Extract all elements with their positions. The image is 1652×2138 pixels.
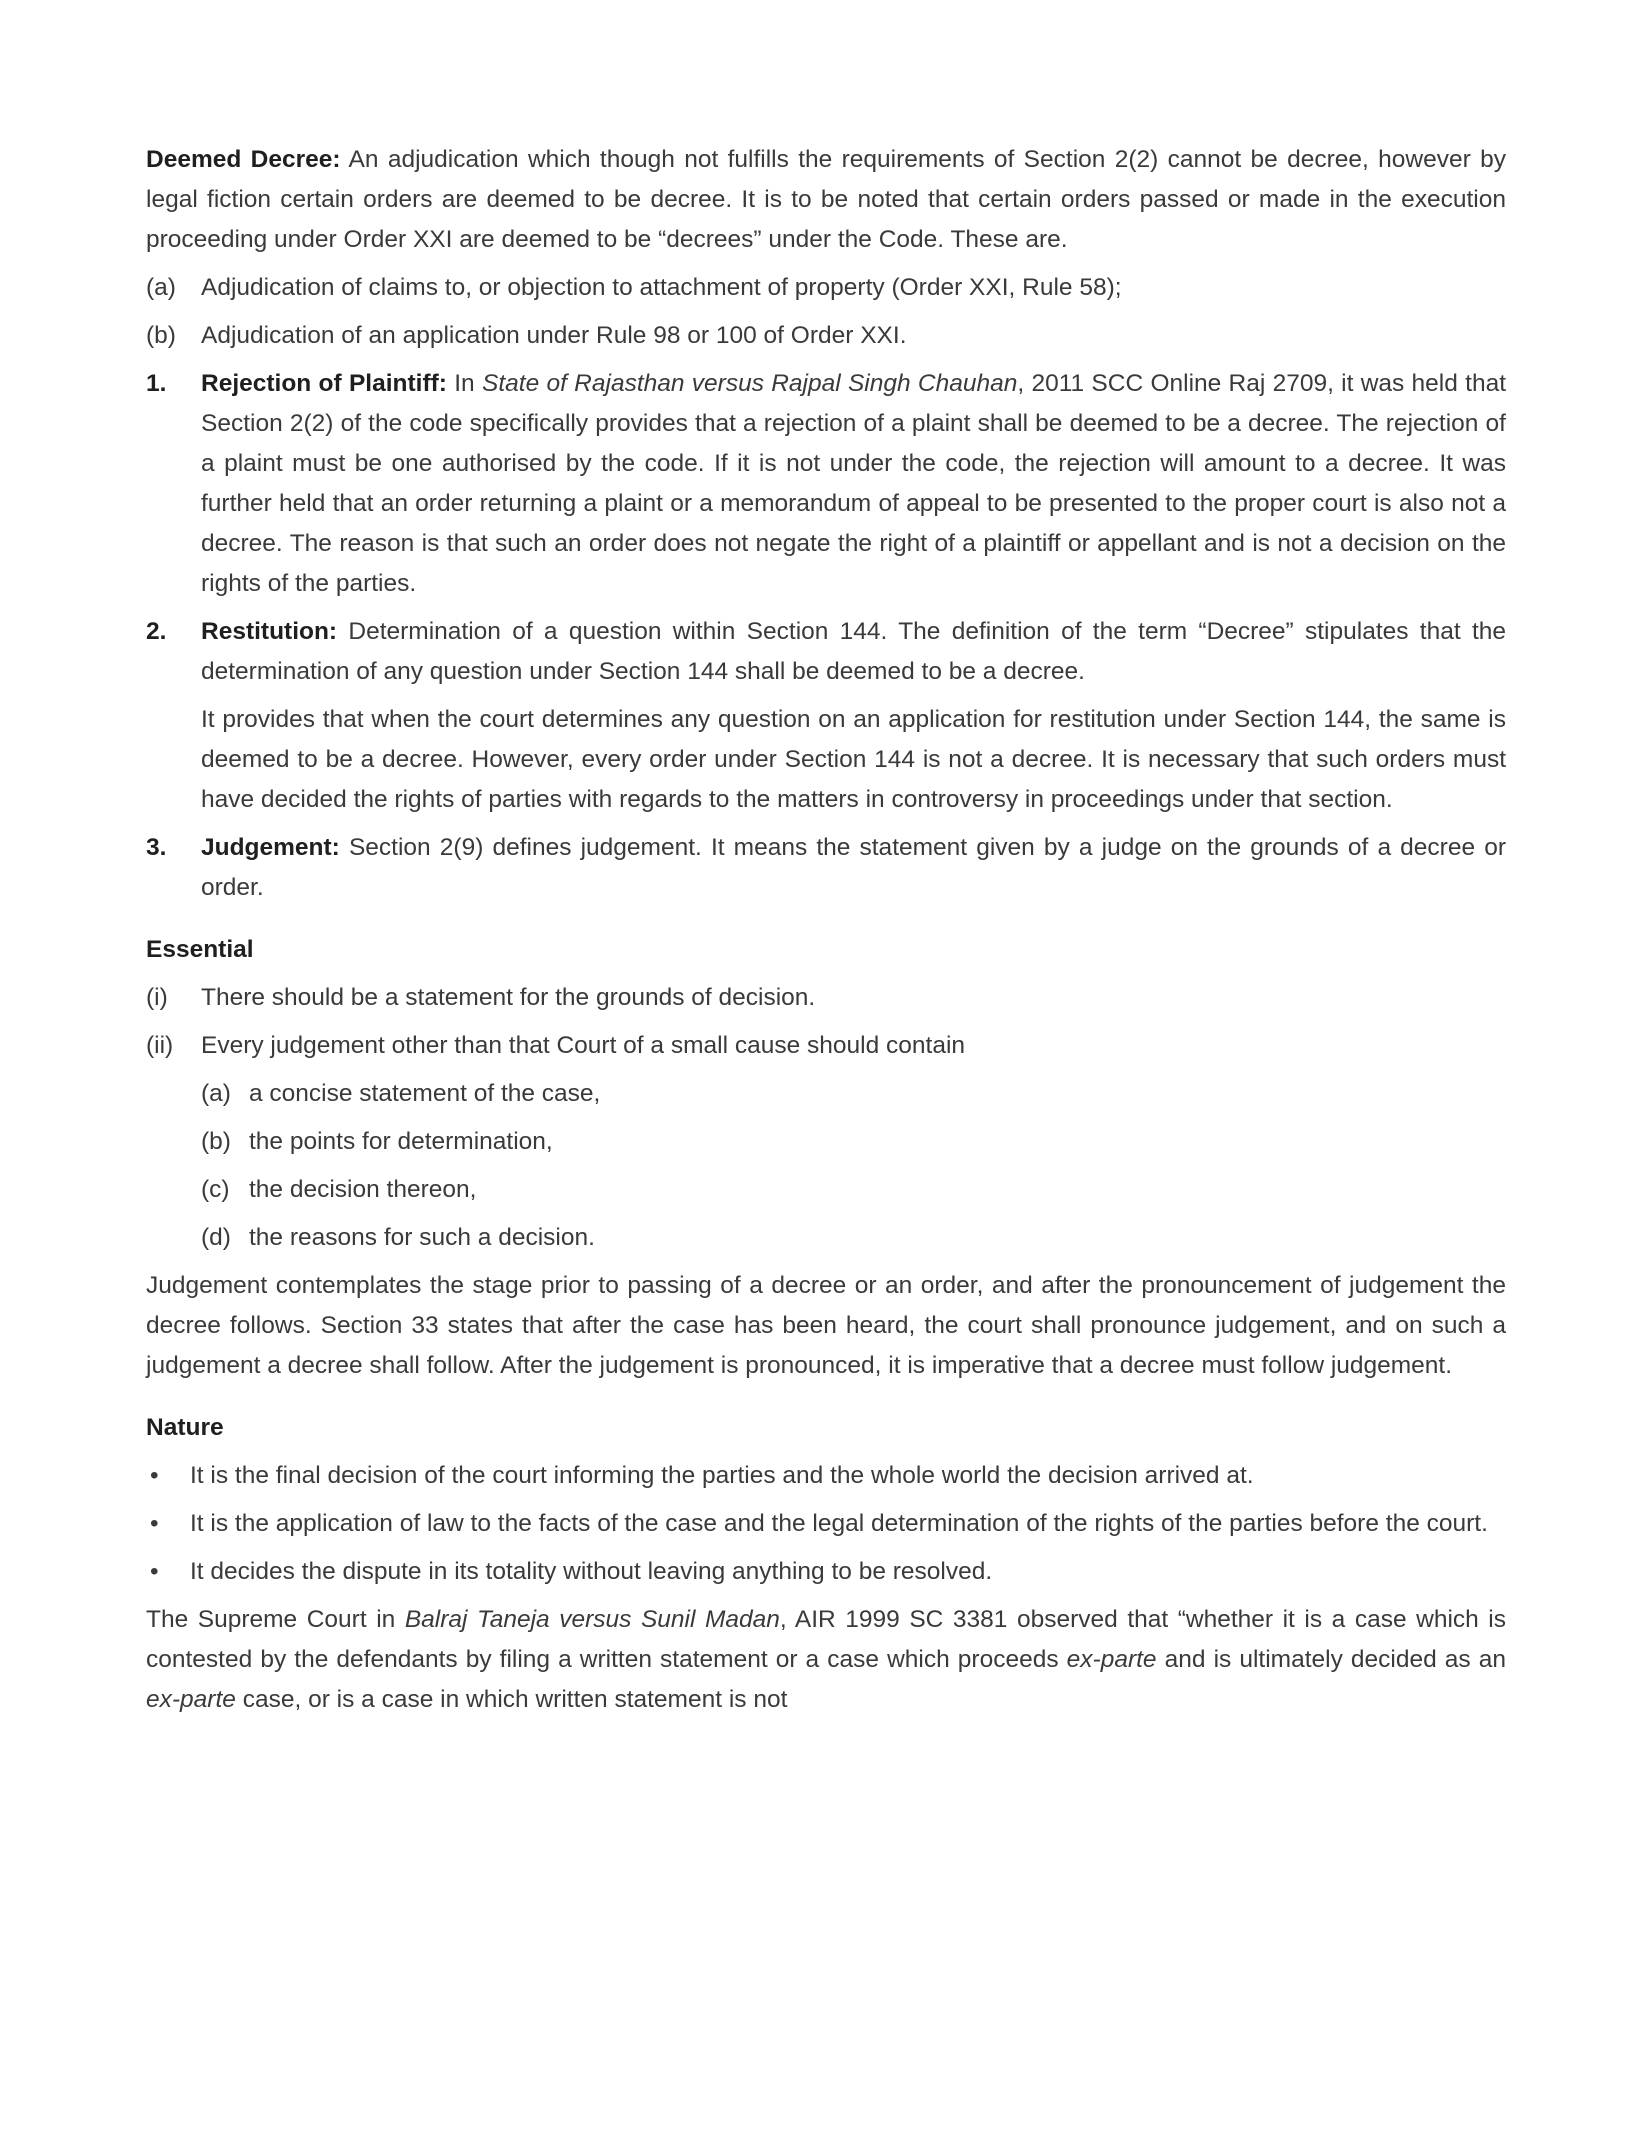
case-name: Balraj Taneja versus Sunil Madan <box>404 1606 780 1633</box>
bullet-icon: • <box>150 1462 159 1489</box>
deemed-decree-title: Deemed Decree: <box>146 146 341 173</box>
sub-list-item <box>146 1170 1506 1210</box>
item-title: Rejection of Plaintiff: <box>201 370 447 397</box>
list-item-text: the points for determination, <box>249 1128 553 1155</box>
list-marker: 1. <box>146 370 167 397</box>
bullet-item <box>146 1552 1506 1592</box>
list-item-text: the reasons for such a decision. <box>249 1224 595 1251</box>
list-item-text <box>201 612 1506 692</box>
list-item-text: Every judgement other than that Court of a small cause should contain <box>201 1032 966 1059</box>
list-item-text: a concise statement of the case, <box>249 1080 601 1107</box>
item-body: Section 2(9) defines judgement. It means the statement given by a judge on the grounds of a decree or order. <box>201 834 1506 901</box>
bullet-icon: • <box>150 1558 159 1585</box>
list-marker: (a) <box>201 1080 231 1107</box>
list-marker: 3. <box>146 834 167 861</box>
restitution-extra-paragraph: It provides that when the court determines any question on an application for restitution under Section 144, the same is deemed to be a decree. However, every order under Section 144 is not a decree. It is necessary that such orders must have decided the rights of parties with regards to the matters in controversy in proceedings under that section. <box>201 706 1506 813</box>
list-item <box>146 1026 1506 1066</box>
list-marker: (c) <box>201 1176 230 1203</box>
bullet-item <box>146 1504 1506 1544</box>
sub-list-item <box>146 1122 1506 1162</box>
list-marker: (b) <box>201 1128 231 1155</box>
list-item-text: It decides the dispute in its totality without leaving anything to be resolved. <box>190 1558 993 1585</box>
list-marker: (i) <box>146 984 168 1011</box>
bullet-item <box>146 1456 1506 1496</box>
sub-list-item <box>146 1218 1506 1258</box>
list-item-text <box>201 828 1506 908</box>
item-pre: In <box>454 370 475 397</box>
nature-heading: Nature <box>146 1414 224 1441</box>
deemed-decree-text: An adjudication which though not fulfills the requirements of Section 2(2) cannot be decree, however by legal fiction certain orders are deemed to be decree. It is to be noted that certain orders passed or made in the execution proceeding under Order XXI are deemed to be “decrees” under the Code. These are. <box>146 146 1506 253</box>
list-item <box>146 268 1506 308</box>
item-body: Determination of a question within Section 144. The definition of the term “Decree” stipulates that the determination of any question under Section 144 shall be deemed to be a decree. <box>201 618 1507 685</box>
list-item-text: There should be a statement for the grounds of decision. <box>201 984 816 1011</box>
list-item-text: Adjudication of claims to, or objection to attachment of property (Order XXI, Rule 58); <box>201 274 1122 301</box>
numbered-item-restitution <box>146 612 1506 692</box>
list-item <box>146 978 1506 1018</box>
list-marker: (b) <box>146 322 176 349</box>
list-item-text <box>201 364 1506 604</box>
text-run: , AIR 1999 SC 3381 observed that “whether it is a case which is contested by the defendants by filing a written statement or a case which proceeds <box>146 1606 1507 1673</box>
text-run: and is ultimately decided as an <box>1164 1646 1506 1673</box>
essential-heading: Essential <box>146 936 254 963</box>
list-marker: (d) <box>201 1224 231 1251</box>
latin-term: ex-parte <box>1066 1646 1157 1673</box>
list-marker: 2. <box>146 618 167 645</box>
supreme-court-paragraph <box>146 1600 1506 1720</box>
list-marker: (ii) <box>146 1032 174 1059</box>
item-body: , 2011 SCC Online Raj 2709, it was held that Section 2(2) of the code specifically provides that a rejection of a plaint shall be deemed to be a decree. The rejection of a plaint must be one authorised by the code. If it is not under the code, the rejection will amount to a decree. It was further held that an order returning a plaint or a memorandum of appeal to be presented to the proper court is also not a decree. The reason is that such an order does not negate the right of a plaintiff or appellant and is not a decision on the rights of the parties. <box>201 370 1507 597</box>
item-title: Judgement: <box>201 834 340 861</box>
numbered-item-rejection <box>146 364 1506 604</box>
latin-term: ex-parte <box>146 1686 236 1713</box>
list-item-text: It is the application of law to the facts of the case and the legal determination of the rights of the parties before the court. <box>190 1510 1488 1537</box>
sub-list-item <box>146 1074 1506 1114</box>
bullet-icon: • <box>150 1510 159 1537</box>
text-run: The Supreme Court in <box>146 1606 396 1633</box>
text-run: case, or is a case in which written statement is not <box>242 1686 788 1713</box>
case-name: State of Rajasthan versus Rajpal Singh Chauhan <box>481 370 1018 397</box>
list-item-text: It is the final decision of the court informing the parties and the whole world the decision arrived at. <box>190 1462 1254 1489</box>
list-marker: (a) <box>146 274 176 301</box>
judgement-paragraph: Judgement contemplates the stage prior to passing of a decree or an order, and after the pronouncement of judgement the decree follows. Section 33 states that after the case has been heard, the court shall pronounce judgement, and on such a judgement a decree shall follow. After the judgement is pronounced, it is imperative that a decree must follow judgement. <box>146 1272 1506 1379</box>
list-item <box>146 316 1506 356</box>
list-item-text: Adjudication of an application under Rule 98 or 100 of Order XXI. <box>201 322 907 349</box>
item-title: Restitution: <box>201 618 338 645</box>
deemed-decree-paragraph <box>146 140 1506 260</box>
list-item-text: the decision thereon, <box>249 1176 477 1203</box>
numbered-item-judgement <box>146 828 1506 908</box>
